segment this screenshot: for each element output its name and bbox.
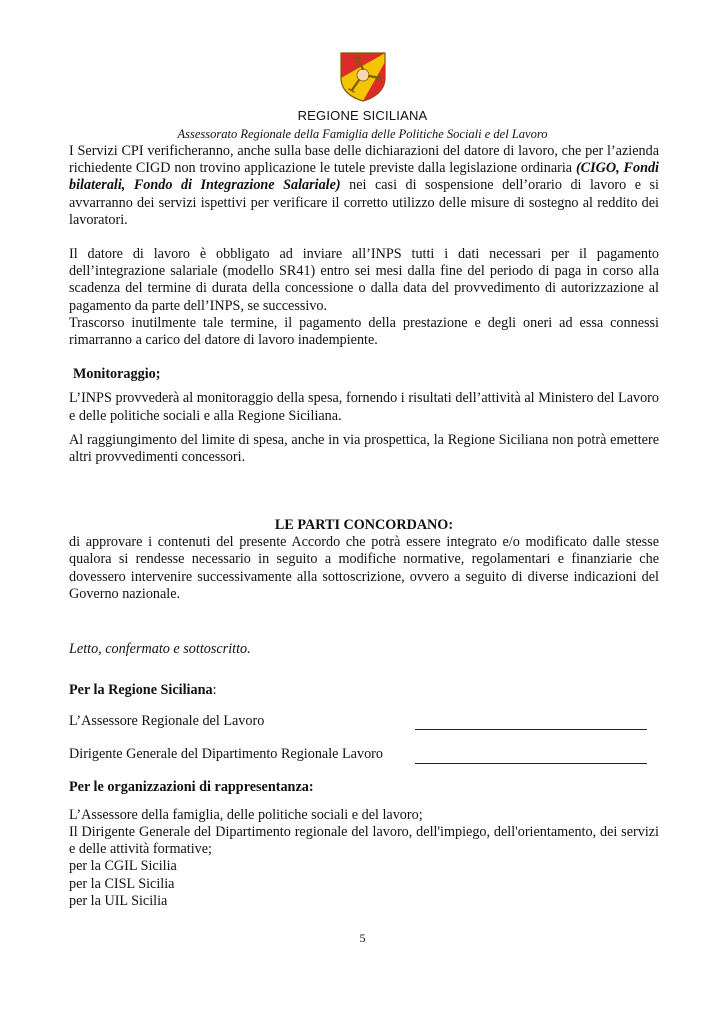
paragraph-spending-limit: Al raggiungimento del limite di spesa, anche in via prospettica, la Regione Siciliana non potrà emettere altri provvedimenti concessori. [69,431,659,466]
assessorato-subtitle: Assessorato Regionale della Famiglia delle Politiche Sociali e del Lavoro [177,127,548,141]
signature-row-dirigente [69,746,659,763]
sicily-coat-of-arms-icon [338,50,388,102]
signature-section: Per la Regione Siciliana: L’Assessore Regionale del Lavoro Dirigente Generale del Dipartimento Regionale Lavoro Per le organizzazioni di rappresentanza: L’Assessore della famiglia, delle politiche sociali e del lavoro; Il Dirigente Generale del Dipartimento regionale del lavoro, dell'impiego, dell'orientamento, dei servizi e delle attività formative; per la CGIL Sicilia per la CISL Sicilia per la UIL Sicilia [69,682,659,909]
paragraph-approval: di approvare i contenuti del presente Accordo che potrà essere integrato e/o modificato dalle stesse qualora si rendesse necessario in seguito a modifiche normative, regolamentari e finanziarie che dovessero intervenire successivamente alla sottoscrizione, ovvero a seguito di diverse indicazioni del Governo nazionale. [69,534,659,602]
signature-line [415,715,647,730]
signature-row-assessore [69,713,659,730]
list-item: per la UIL Sicilia [69,892,168,909]
paragraph-cpi-verification: I Servizi CPI verificheranno, anche sulla base delle dichiarazioni del datore di lavoro, che per l’azienda richiedente CIGD non trovino applicazione le tutele previste dalla legislazione ordinaria (CIGO, Fondi bilaterali, Fondo di Integrazione Salariale) nei casi di sospensione dell’orario di lavoro e si avvarranno dei servizi ispettivi per verificare il corretto utilizzo delle misure di sostegno al reddito dei lavoratori. [69,143,659,228]
organizzazioni-heading: Per le organizzazioni di rappresentanza: [69,778,314,795]
signature-line [415,749,647,764]
list-item: per la CISL Sicilia [69,875,175,892]
assessore-lavoro-label: L’Assessore Regionale del Lavoro [69,713,265,730]
regione-signatories-heading: Per la Regione Siciliana [69,682,213,698]
paragraph-deadline-expiry: Trascorso inutilmente tale termine, il pagamento della prestazione e degli oneri ad essa connessi rimarranno a carico del datore di lavoro inadempiente. [69,314,659,349]
cigo-fondi-bold-text: (CIGO, Fondi bilaterali, Fondo di Integrazione Salariale) [69,160,659,194]
agreement-section [69,517,659,603]
page-number: 5 [359,931,366,945]
concordano-heading: LE PARTI CONCORDANO: [274,517,454,533]
paragraph-employer-obligation: Il datore di lavoro è obbligato ad inviare all’INPS tutti i dati necessari per il pagamento dell’integrazione salariale (modello SR41) entro sei mesi dalla fine del periodo di paga in corso alla scadenza del termine di durata della concessione o dalla data del provvedimento di autorizzazione al pagamento da parte dell’INPS, se successivo. [69,246,659,314]
closing-formula [69,641,659,658]
monitoraggio-heading: Monitoraggio; [73,366,161,383]
list-item: L’Assessore della famiglia, delle politiche sociali e del lavoro; [69,806,423,823]
dirigente-lavoro-label: Dirigente Generale del Dipartimento Regionale Lavoro [69,746,383,763]
letto-confermato: Letto, confermato e sottoscritto. [69,641,251,657]
document-body [69,143,659,466]
region-name: REGIONE SICILIANA [297,108,428,123]
list-item: Il Dirigente Generale del Dipartimento regionale del lavoro, dell'impiego, dell'orientamento, dei servizi e delle attività formative; [69,824,659,858]
list-item: per la CGIL Sicilia [69,858,177,875]
paragraph-inps-monitoring: L’INPS provvederà al monitoraggio della spesa, fornendo i risultati dell’attività al Ministero del Lavoro e delle politiche sociali e alla Regione Siciliana. [69,390,659,424]
letterhead [0,50,725,142]
